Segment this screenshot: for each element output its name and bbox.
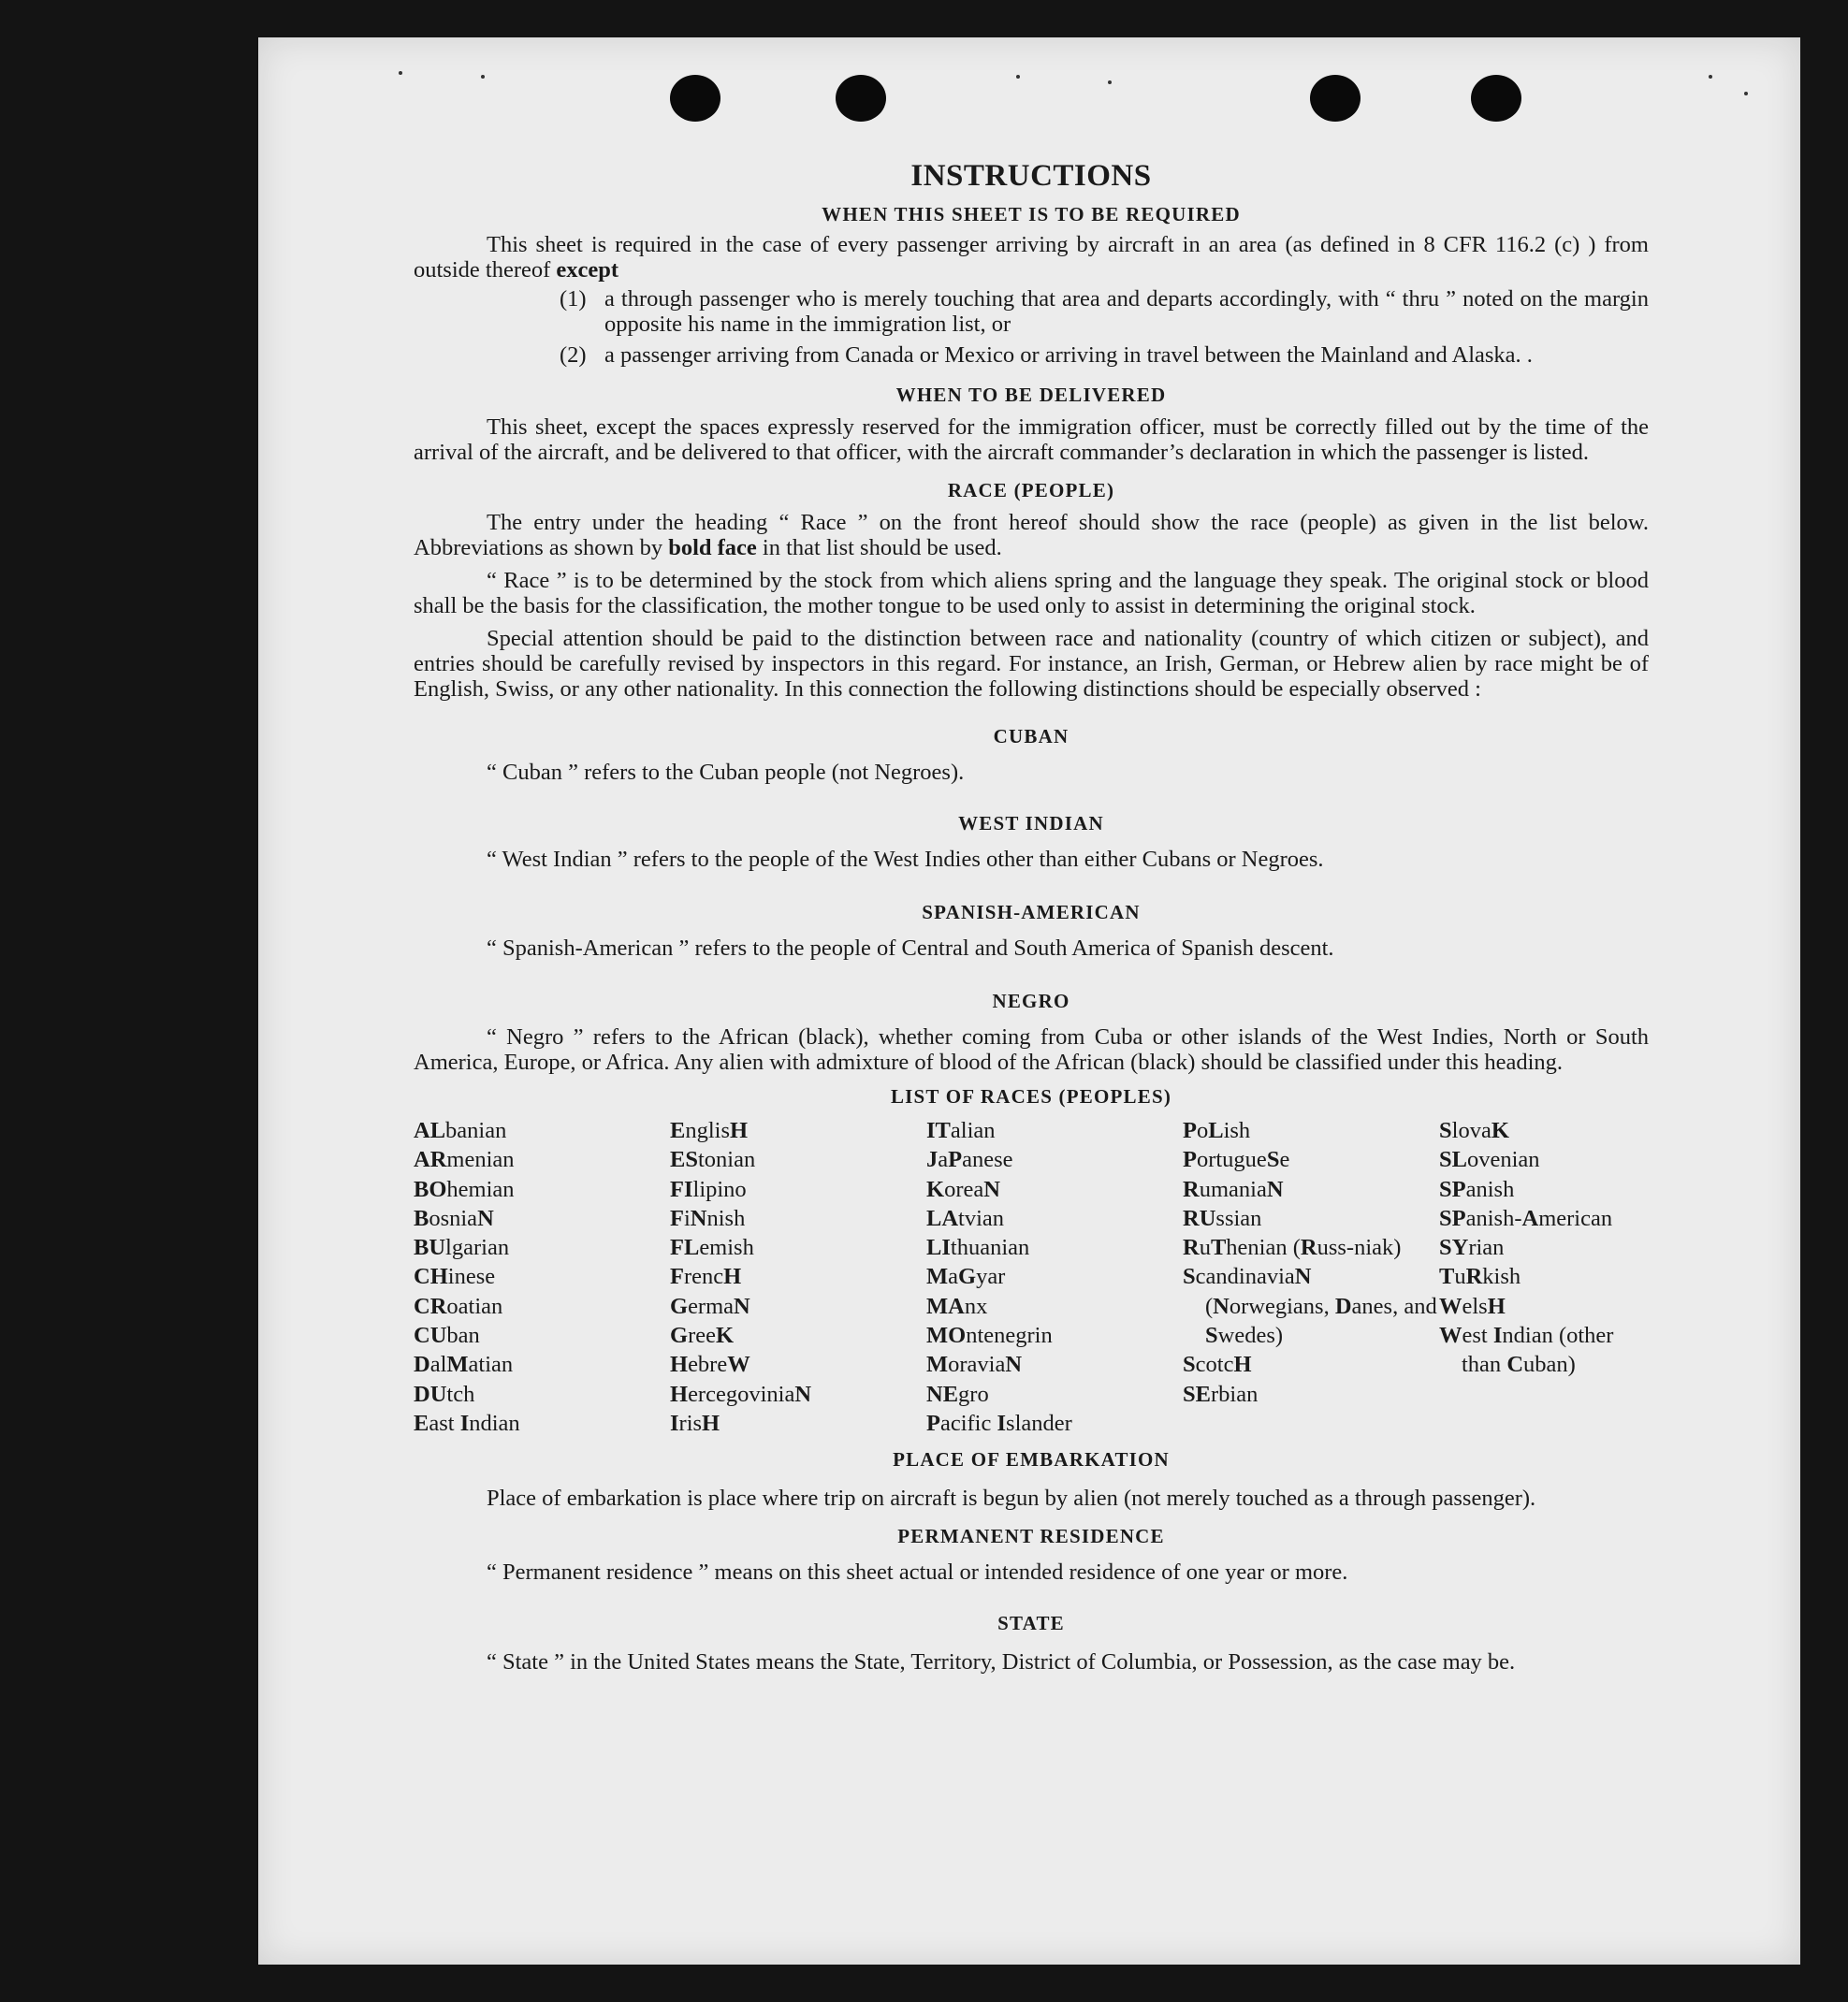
race-entry: West Indian (other than Cuban)	[1439, 1323, 1614, 1378]
race-entry: MAnx	[926, 1293, 988, 1319]
speck	[481, 75, 485, 79]
section-heading-spanish-american: SPANISH-AMERICAN	[922, 901, 1141, 923]
race-entry: EnglisH	[670, 1118, 749, 1143]
race-entry: FiNnish	[670, 1205, 746, 1231]
race-entry: ARmenian	[414, 1147, 515, 1173]
race-entry: ScandinaviaN (Norwegians, Danes, and Swedes)	[1183, 1264, 1437, 1349]
state-text: “ State ” in the United States means the State, Territory, District of Columbia, or Possession, as the case may be.	[487, 1649, 1516, 1676]
page-title: INSTRUCTIONS	[910, 159, 1152, 193]
race-entry: RumaniaN	[1183, 1176, 1284, 1202]
race-entry: HercegoviniaN	[670, 1381, 812, 1407]
speck	[1744, 92, 1748, 95]
race-entry: SlovaK	[1439, 1118, 1509, 1143]
race-entry: CRoatian	[414, 1293, 503, 1319]
race-entry: DUtch	[414, 1381, 475, 1407]
required-item: (2) a passenger arriving from Canada or Mexico or arriving in travel between the Mainland and Alaska. .	[560, 342, 1533, 368]
race-entry: PoLish	[1183, 1118, 1251, 1143]
race-entry: LIthuanian	[926, 1235, 1030, 1261]
speck	[399, 71, 402, 75]
section-heading-state: STATE	[997, 1612, 1065, 1635]
race-entry: SPanish	[1439, 1176, 1515, 1202]
race-entry: NEgro	[926, 1381, 989, 1407]
race-entry: RUssian	[1183, 1205, 1262, 1231]
west-indian-text: “ West Indian ” refers to the people of the West Indies other than either Cubans or Negroes.	[487, 847, 1324, 872]
speck	[1709, 75, 1712, 79]
race-entry: BUlgarian	[414, 1235, 510, 1261]
race-entry: FIlipino	[670, 1176, 747, 1202]
negro-text: “ Negro ” refers to the African (black), whether coming from Cuba or other islands of the West Indies, North or South America, Europe, or Africa. Any alien with admixture of blood of the African (black) should be classified under this heading.	[414, 1024, 1649, 1075]
race-entry: SYrian	[1439, 1235, 1505, 1261]
section-heading-negro: NEGRO	[992, 990, 1070, 1012]
race-entry: CUban	[414, 1323, 480, 1349]
section-heading-required: WHEN THIS SHEET IS TO BE REQUIRED	[822, 203, 1241, 225]
punch-hole	[836, 75, 886, 122]
race-entry: BOhemian	[414, 1176, 515, 1202]
punch-hole	[670, 75, 720, 122]
race-entry: East Indian	[414, 1410, 520, 1436]
race-entry: CHinese	[414, 1264, 496, 1290]
race-entry: EStonian	[670, 1147, 756, 1173]
section-heading-residence: PERMANENT RESIDENCE	[897, 1525, 1165, 1548]
cuban-text: “ Cuban ” refers to the Cuban people (not Negroes).	[487, 760, 965, 785]
embarkation-text: Place of embarkation is place where trip on aircraft is begun by alien (not merely touched as a through passenger).	[487, 1486, 1536, 1512]
race-paragraph-1: The entry under the heading “ Race ” on the front hereof should show the race (people) as given in the list below. Abbreviations as shown by bold face in that list should be used.	[414, 510, 1649, 560]
races-column	[414, 1116, 670, 1438]
residence-text: “ Permanent residence ” means on this sheet actual or intended residence of one year or more.	[487, 1560, 1348, 1586]
race-entry: ITalian	[926, 1118, 996, 1143]
speck	[1016, 75, 1020, 79]
section-heading-delivered: WHEN TO BE DELIVERED	[895, 384, 1167, 406]
section-heading-west-indian: WEST INDIAN	[958, 812, 1104, 834]
punch-hole	[1471, 75, 1521, 122]
delivered-text: This sheet, except the spaces expressly reserved for the immigration officer, must be correctly filled out by the time of the arrival of the aircraft, and be delivered to that officer, with the aircraft commander’s declaration in which the passenger is listed.	[414, 414, 1649, 465]
race-entry: IrisH	[670, 1410, 720, 1436]
race-entry: GreeK	[670, 1323, 735, 1349]
instructions-content	[414, 159, 1649, 1678]
race-entry: SLovenian	[1439, 1147, 1540, 1173]
race-entry: MaGyar	[926, 1264, 1006, 1290]
race-entry: LAtvian	[926, 1205, 1005, 1231]
race-entry: ALbanian	[414, 1118, 507, 1143]
race-entry: MoraviaN	[926, 1352, 1023, 1378]
section-heading-cuban: CUBAN	[993, 725, 1070, 747]
race-entry: DalMatian	[414, 1352, 514, 1378]
race-entry: TuRkish	[1439, 1264, 1521, 1290]
races-column	[670, 1116, 926, 1438]
races-column	[1439, 1116, 1649, 1438]
races-column	[1183, 1116, 1439, 1438]
required-item: (1) a through passenger who is merely touching that area and departs accordingly, with “ thru ” noted on the margin opposite his name in the immigration list, or	[560, 286, 1649, 337]
races-column	[926, 1116, 1183, 1438]
race-entry: BosniaN	[414, 1205, 494, 1231]
race-entry: SErbian	[1183, 1381, 1259, 1407]
race-entry: SPanish-American	[1439, 1205, 1613, 1231]
race-entry: KoreaN	[926, 1176, 1000, 1202]
race-entry: Pacific Islander	[926, 1410, 1072, 1436]
race-entry: ScotcH	[1183, 1352, 1252, 1378]
race-entry: PortugueSe	[1183, 1147, 1290, 1173]
race-entry: HebreW	[670, 1352, 750, 1378]
list-of-races-heading: LIST OF RACES (PEOPLES)	[890, 1085, 1172, 1108]
race-entry: JaPanese	[926, 1147, 1013, 1173]
speck	[1108, 80, 1112, 84]
section-heading-race: RACE (PEOPLE)	[947, 479, 1115, 501]
race-entry: MOntenegrin	[926, 1323, 1053, 1349]
required-intro: This sheet is required in the case of every passenger arriving by aircraft in an area (as defined in 8 CFR 116.2 (c) ) from outside thereof except	[414, 232, 1649, 283]
punch-hole	[1310, 75, 1361, 122]
section-heading-embarkation: PLACE OF EMBARKATION	[893, 1448, 1170, 1472]
race-paragraph-3: Special attention should be paid to the distinction between race and nationality (country of which citizen or subject), and entries should be carefully revised by inspectors in this regard. For instance, an Irish, German, or Hebrew alien by race might be of English, Swiss, or any other nationality. In this connection the following distinctions should be especially observed :	[414, 626, 1649, 702]
race-entry: FrencH	[670, 1264, 742, 1290]
race-entry: FLemish	[670, 1235, 754, 1261]
race-paragraph-2: “ Race ” is to be determined by the stock from which aliens spring and the language they speak. The original stock or blood shall be the basis for the classification, the mother tongue to be used only to assist in determining the original stock.	[414, 568, 1649, 618]
race-entry: RuThenian (Russ-niak)	[1183, 1235, 1402, 1261]
race-entry: WelsH	[1439, 1293, 1506, 1319]
spanish-american-text: “ Spanish-American ” refers to the people of Central and South America of Spanish descent.	[487, 936, 1334, 961]
list-of-races	[414, 1116, 1649, 1438]
document-page	[258, 37, 1800, 1965]
race-entry: GermaN	[670, 1293, 750, 1319]
